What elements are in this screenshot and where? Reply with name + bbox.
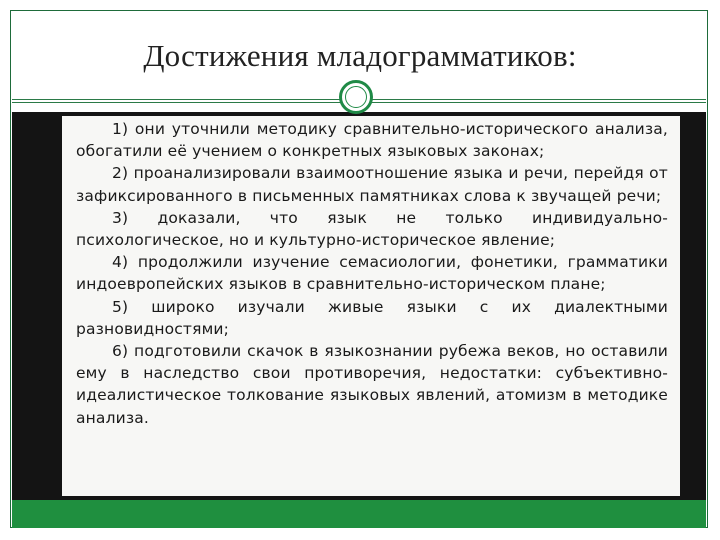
slide-title: Достижения младограмматиков: [143,38,577,73]
achievement-item-2: 2) проанализировали взаимоотношение языка и речи, перейдя от зафиксированного в письменных памятниках слова к звучащей речи; [76,164,668,205]
achievement-item-1: 1) они уточнили методику сравнительно-исторического анализа, обогатили её учением о конкретных языковых законах; [76,120,668,161]
scanned-text-image [62,116,680,496]
achievement-item-6: 6) подготовили скачок в языкознании рубежа веков, но оставили ему в наследство свои противоречия, недостатки: субъективно-идеалистическое толкование языковых явлений, атомизм в методике анализа. [76,342,668,427]
footer-bar [12,500,706,528]
achievement-item-3: 3) доказали, что язык не только индивидуально-психологическое, но и культурно-историческое явление; [76,208,668,250]
achievement-item-5: 5) широко изучали живые языки с их диалектными разновидностями; [76,297,668,338]
achievement-item-4: 4) продолжили изучение семасиологии, фонетики, грамматики индоевропейских языков в сравнительно-историческом плане; [76,253,668,294]
circle-ornament-icon [339,80,373,114]
